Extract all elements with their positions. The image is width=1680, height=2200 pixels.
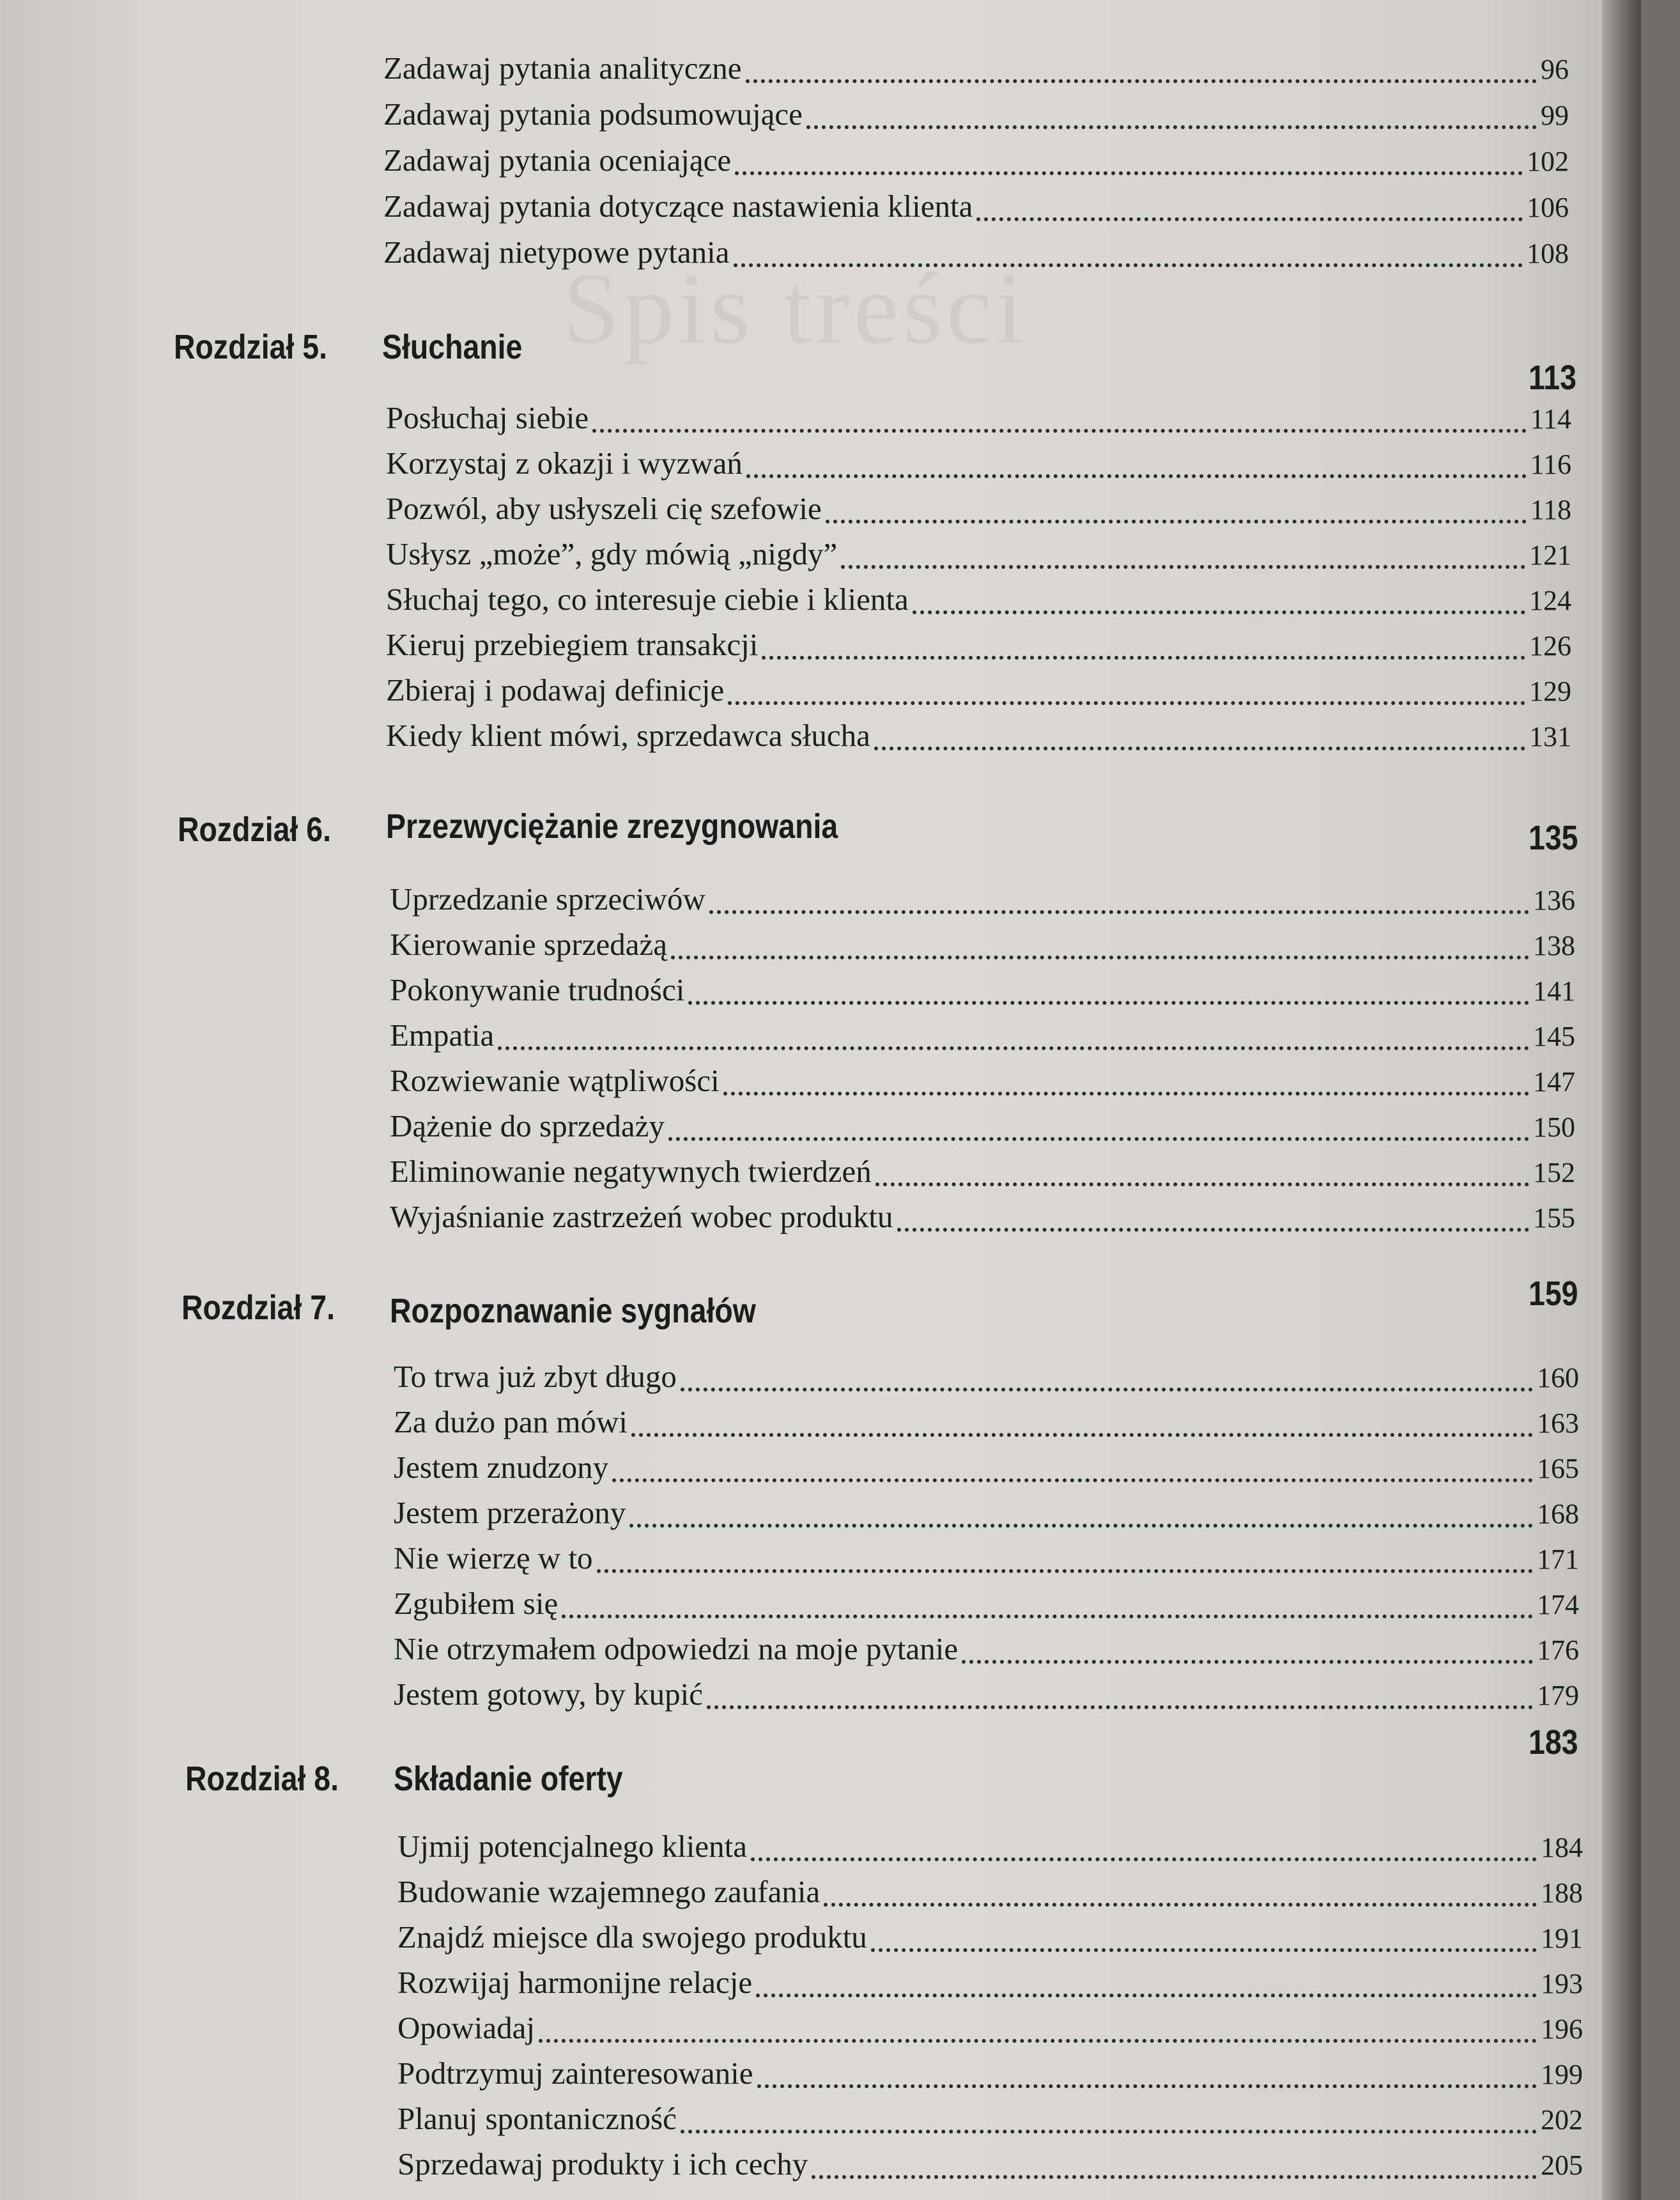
toc-entry-page: 199 xyxy=(1541,2059,1583,2090)
toc-entry-title: Pokonywanie trudności xyxy=(390,972,685,1007)
chapter-title: Słuchanie xyxy=(382,328,523,366)
toc-entry-page: 174 xyxy=(1537,1589,1579,1620)
toc-entry-title: Zadawaj nietypowe pytania xyxy=(383,235,730,270)
dot-leader xyxy=(735,171,1523,175)
toc-entry xyxy=(390,1108,1575,1149)
toc-entry-page: 126 xyxy=(1529,630,1571,662)
toc-entry-title: Jestem przerażony xyxy=(394,1495,626,1530)
toc-entry-page: 160 xyxy=(1537,1362,1579,1393)
dot-leader xyxy=(976,217,1523,221)
dot-leader xyxy=(757,2084,1537,2088)
toc-entry-title: Zgubiłem się xyxy=(394,1586,559,1621)
dot-leader xyxy=(631,1433,1533,1437)
toc-entry xyxy=(383,234,1569,275)
toc-entry-title: Zadawaj pytania analityczne xyxy=(383,50,742,86)
toc-entry xyxy=(394,1358,1579,1399)
toc-entry xyxy=(386,490,1571,531)
toc-entry-title: Zbieraj i podawaj definicje xyxy=(386,672,725,708)
toc-entry-page: 179 xyxy=(1537,1680,1579,1711)
toc-entry-page: 136 xyxy=(1533,885,1575,916)
toc-entry xyxy=(386,626,1571,667)
toc-entry xyxy=(386,717,1571,758)
dot-leader xyxy=(897,1228,1529,1232)
toc-entry xyxy=(394,1585,1579,1626)
chapter-label: Rozdział 7. xyxy=(181,1289,335,1327)
toc-entry-page: 106 xyxy=(1527,192,1569,223)
toc-entry-page: 147 xyxy=(1533,1066,1575,1097)
chapter-page-number: 135 xyxy=(1529,819,1578,857)
dot-leader xyxy=(681,1388,1533,1391)
toc-entry-page: 108 xyxy=(1527,238,1569,269)
toc-entry xyxy=(386,581,1571,622)
toc-entry-title: Znajdź miejsce dla swojego produktu xyxy=(397,1919,867,1955)
toc-entry xyxy=(390,1017,1575,1058)
toc-entry-page: 99 xyxy=(1541,100,1569,131)
toc-entry-title: Zadawaj pytania dotyczące nastawienia klienta xyxy=(383,189,973,224)
dot-leader xyxy=(756,1994,1537,1997)
toc-entry-title: Budowanie wzajemnego zaufania xyxy=(397,1874,821,1909)
toc-entry-page: 152 xyxy=(1533,1157,1575,1188)
toc-entry xyxy=(390,1198,1575,1239)
toc-entry-page: 124 xyxy=(1529,585,1571,616)
toc-entry-page: 141 xyxy=(1533,975,1575,1007)
toc-entry-title: Nie wierzę w to xyxy=(394,1540,593,1576)
toc-entry xyxy=(383,142,1569,183)
toc-entry-title: Sprzedawaj produkty i ich cechy xyxy=(397,2146,808,2181)
toc-entry-page: 176 xyxy=(1537,1634,1579,1666)
page-edge-shadow xyxy=(1602,0,1641,2200)
toc-entry-title: Ujmij potencjalnego klienta xyxy=(397,1829,748,1864)
toc-entry-page: 188 xyxy=(1541,1877,1583,1909)
toc-entry-title: Eliminowanie negatywnych twierdzeń xyxy=(390,1154,872,1189)
dot-leader xyxy=(751,1857,1537,1861)
toc-entry-page: 165 xyxy=(1537,1453,1579,1484)
toc-entry-title: Posłuchaj siebie xyxy=(386,400,589,435)
toc-entry-title: Rozwijaj harmonijne relacje xyxy=(397,1965,753,2000)
bleed-through-text: Spis treści xyxy=(562,251,1028,365)
toc-entry-title: Usłysz „może”, gdy mówią „nigdy” xyxy=(386,536,838,571)
toc-entry-page: 205 xyxy=(1541,2150,1583,2181)
toc-entry-page: 184 xyxy=(1541,1832,1583,1863)
toc-entry xyxy=(386,399,1571,440)
dot-leader xyxy=(874,747,1525,750)
chapter-title: Przezwyciężanie zrezygnowania xyxy=(386,807,838,846)
toc-entry xyxy=(386,445,1571,486)
toc-entry xyxy=(383,188,1569,229)
toc-entry-title: Jestem gotowy, by kupić xyxy=(394,1677,704,1712)
toc-entry-title: Słuchaj tego, co interesuje ciebie i klienta xyxy=(386,582,909,617)
dot-leader xyxy=(812,2175,1537,2179)
dot-leader xyxy=(709,910,1529,914)
toc-entry-title: Zadawaj pytania podsumowujące xyxy=(383,97,803,132)
toc-entry-page: 121 xyxy=(1529,539,1571,571)
toc-entry xyxy=(390,881,1575,922)
toc-entry xyxy=(386,672,1571,713)
toc-entry xyxy=(397,2146,1583,2187)
toc-entry-page: 168 xyxy=(1537,1498,1579,1530)
dot-leader xyxy=(668,1137,1529,1141)
dot-leader xyxy=(875,1182,1529,1186)
toc-entry-title: Kieruj przebiegiem transakcji xyxy=(386,627,759,662)
toc-entry-title: Dążenie do sprzedaży xyxy=(390,1108,665,1143)
chapter-label: Rozdział 6. xyxy=(178,810,331,849)
toc-entry xyxy=(394,1449,1579,1490)
toc-entry xyxy=(394,1494,1579,1535)
dot-leader xyxy=(762,656,1525,660)
toc-entry xyxy=(390,1062,1575,1103)
dot-leader xyxy=(681,2130,1537,2134)
toc-entry-title: To trwa już zbyt długo xyxy=(394,1359,677,1394)
toc-entry-title: Planuj spontaniczność xyxy=(397,2101,677,2136)
dot-leader xyxy=(806,125,1537,129)
toc-entry-page: 202 xyxy=(1541,2104,1583,2135)
toc-entry xyxy=(394,1676,1579,1717)
toc-entry-title: Wyjaśnianie zastrzeżeń wobec produktu xyxy=(390,1199,893,1234)
toc-entry-title: Jestem znudzony xyxy=(394,1450,609,1485)
toc-entry-page: 191 xyxy=(1541,1923,1583,1954)
toc-entry-title: Uprzedzanie sprzeciwów xyxy=(390,881,705,917)
toc-entry-title: Empatia xyxy=(390,1018,495,1053)
toc-entry-page: 118 xyxy=(1530,494,1571,525)
toc-entry xyxy=(397,2055,1583,2096)
dot-leader xyxy=(539,2039,1537,2043)
toc-entry-title: Opowiadaj xyxy=(397,2010,535,2045)
toc-entry-title: Korzystaj z okazji i wyzwań xyxy=(386,445,743,481)
toc-entry xyxy=(383,50,1569,91)
toc-entry xyxy=(390,926,1575,967)
toc-entry xyxy=(394,1404,1579,1445)
dot-leader xyxy=(913,610,1525,614)
toc-entry-page: 145 xyxy=(1533,1021,1575,1052)
dot-leader xyxy=(707,1705,1533,1709)
toc-entry-title: Za dużo pan mówi xyxy=(394,1404,628,1439)
dot-leader xyxy=(728,701,1525,705)
dot-leader xyxy=(824,1903,1537,1907)
chapter-title: Rozpoznawanie sygnałów xyxy=(390,1292,756,1330)
toc-entry xyxy=(390,1153,1575,1194)
toc-entry xyxy=(386,536,1571,577)
dot-leader xyxy=(612,1478,1533,1482)
toc-entry-page: 131 xyxy=(1529,721,1571,752)
toc-entry-page: 129 xyxy=(1529,676,1571,707)
toc-entry-page: 96 xyxy=(1541,54,1569,85)
toc-entry xyxy=(383,96,1569,137)
toc-entry-title: Podtrzymuj zainteresowanie xyxy=(397,2056,753,2091)
toc-entry-page: 171 xyxy=(1537,1544,1579,1575)
toc-entry xyxy=(394,1631,1579,1671)
dot-leader xyxy=(826,520,1527,523)
dot-leader xyxy=(871,1948,1537,1952)
toc-entry xyxy=(397,2100,1583,2141)
toc-entry xyxy=(390,972,1575,1012)
dot-leader xyxy=(746,79,1537,83)
toc-entry-page: 163 xyxy=(1537,1407,1579,1439)
toc-entry-page: 116 xyxy=(1530,449,1571,480)
toc-entry xyxy=(394,1540,1579,1581)
dot-leader xyxy=(841,565,1525,569)
toc-entry xyxy=(397,2010,1583,2050)
chapter-label: Rozdział 8. xyxy=(185,1760,339,1798)
dot-leader xyxy=(562,1615,1533,1618)
chapter-title: Składanie oferty xyxy=(394,1760,623,1798)
dot-leader xyxy=(671,956,1529,959)
dot-leader xyxy=(498,1046,1529,1050)
toc-entry-page: 138 xyxy=(1533,930,1575,961)
dot-leader xyxy=(629,1524,1533,1528)
toc-entry-title: Rozwiewanie wątpliwości xyxy=(390,1063,720,1098)
dot-leader xyxy=(734,263,1523,267)
toc-entry-title: Nie otrzymałem odpowiedzi na moje pytanie xyxy=(394,1631,959,1666)
toc-entry xyxy=(397,1964,1583,2005)
toc-entry-page: 196 xyxy=(1541,2013,1583,2045)
toc-entry-page: 155 xyxy=(1533,1202,1575,1234)
dot-leader xyxy=(592,429,1527,433)
chapter-label: Rozdział 5. xyxy=(174,328,327,366)
toc-entry xyxy=(397,1873,1583,1914)
toc-entry-title: Zadawaj pytania oceniające xyxy=(383,143,732,178)
chapter-page-number: 159 xyxy=(1529,1274,1578,1313)
dot-leader xyxy=(597,1569,1533,1573)
chapter-page-number: 183 xyxy=(1529,1723,1578,1762)
toc-entry-page: 102 xyxy=(1527,146,1569,177)
dot-leader xyxy=(688,1001,1529,1005)
toc-entry-page: 114 xyxy=(1530,403,1571,435)
toc-entry xyxy=(397,1828,1583,1869)
toc-entry xyxy=(397,1919,1583,1960)
toc-entry-title: Kierowanie sprzedażą xyxy=(390,927,667,962)
toc-entry-title: Kiedy klient mówi, sprzedawca słucha xyxy=(386,718,870,753)
toc-entry-title: Pozwól, aby usłyszeli cię szefowie xyxy=(386,491,822,526)
dot-leader xyxy=(723,1092,1529,1096)
toc-entry-page: 150 xyxy=(1533,1112,1575,1143)
dot-leader xyxy=(746,474,1527,478)
chapter-page-number: 113 xyxy=(1529,359,1576,397)
toc-entry-page: 193 xyxy=(1541,1968,1583,1999)
dot-leader xyxy=(962,1660,1533,1664)
